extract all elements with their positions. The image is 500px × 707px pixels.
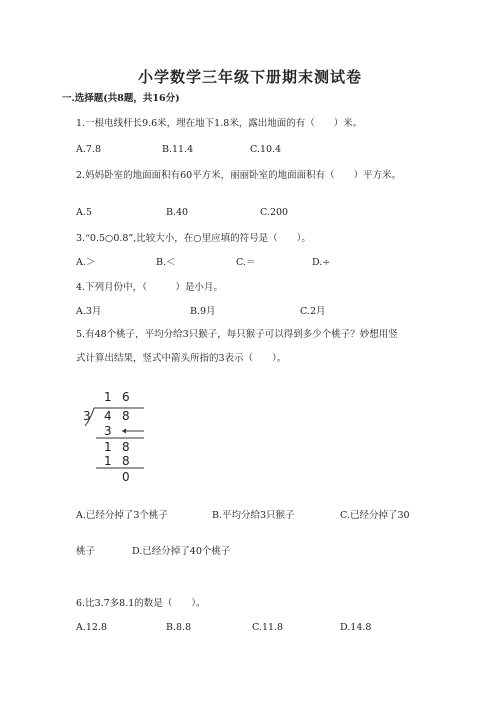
dividend-digit-1: 4: [104, 409, 112, 423]
q5-option-c-wrap: 桃子: [76, 546, 96, 557]
q1-option-b: B.11.4: [162, 144, 194, 155]
q2-option-b: B.40: [166, 207, 189, 218]
q3-option-b: B.＜: [156, 257, 176, 268]
page-title: 小学数学三年级下册期末测试卷: [137, 68, 362, 86]
q4-option-c: C.2月: [300, 306, 326, 317]
dividend-digit-2: 8: [122, 409, 130, 423]
q1-option-a: A.7.8: [76, 144, 101, 155]
question-5-stem-line1: 5.有48个桃子，平均分给3只猴子，每只猴子可以得到多少个桃子？妙想用竖: [76, 329, 398, 340]
q5-option-b: B.平均分给3只猴子: [212, 510, 295, 521]
q4-option-b: B.9月: [190, 306, 216, 317]
long-division-figure: [82, 388, 162, 488]
question-1-stem: 1.一根电线杆长9.6米，埋在地下1.8米，露出地面的有（ ）米。: [76, 118, 363, 129]
q2-option-c: C.200: [260, 207, 289, 218]
q3-option-a: A.＞: [76, 257, 96, 268]
q3-option-c: C.＝: [236, 257, 256, 268]
step2-digit-2: 8: [122, 440, 130, 454]
q1-option-c: C.10.4: [250, 144, 282, 155]
q6-option-a: A.12.8: [76, 622, 108, 633]
q6-option-b: B.8.8: [166, 622, 192, 633]
question-2-stem: 2.妈妈卧室的地面面积有60平方米，丽丽卧室的地面面积有（ ）平方米。: [76, 170, 402, 181]
divisor: 3: [83, 409, 91, 423]
quotient-digit-2: 6: [122, 390, 130, 404]
q6-option-d: D.14.8: [340, 622, 372, 633]
step3-digit-1: 1: [104, 454, 112, 468]
q5-option-d: D.已经分掉了40个桃子: [132, 546, 231, 557]
step2-digit-1: 1: [104, 440, 112, 454]
question-4-stem: 4.下列月份中，（ ）是小月。: [76, 282, 223, 293]
step3-digit-2: 8: [122, 454, 130, 468]
partial-product-3: 3: [104, 424, 112, 438]
q5-option-c: C.已经分掉了30: [340, 510, 410, 521]
question-3-stem: 3.“0.5○0.8”,比较大小，在○里应填的符号是（ ）。: [76, 233, 311, 244]
section-heading: 一.选择题(共8题，共16分): [62, 93, 180, 104]
q6-option-c: C.11.8: [252, 622, 284, 633]
remainder: 0: [122, 470, 130, 484]
question-6-stem: 6.比3.7多8.1的数是（ ）。: [76, 598, 206, 609]
quotient-digit-1: 1: [104, 390, 112, 404]
q3-option-d: D.÷: [312, 257, 331, 268]
q5-option-a: A.已经分掉了3个桃子: [76, 510, 168, 521]
q4-option-a: A.3月: [76, 306, 102, 317]
q2-option-a: A.5: [76, 207, 92, 218]
question-5-stem-line2: 式计算出结果，竖式中箭头所指的3表示（ ）。: [76, 353, 287, 364]
